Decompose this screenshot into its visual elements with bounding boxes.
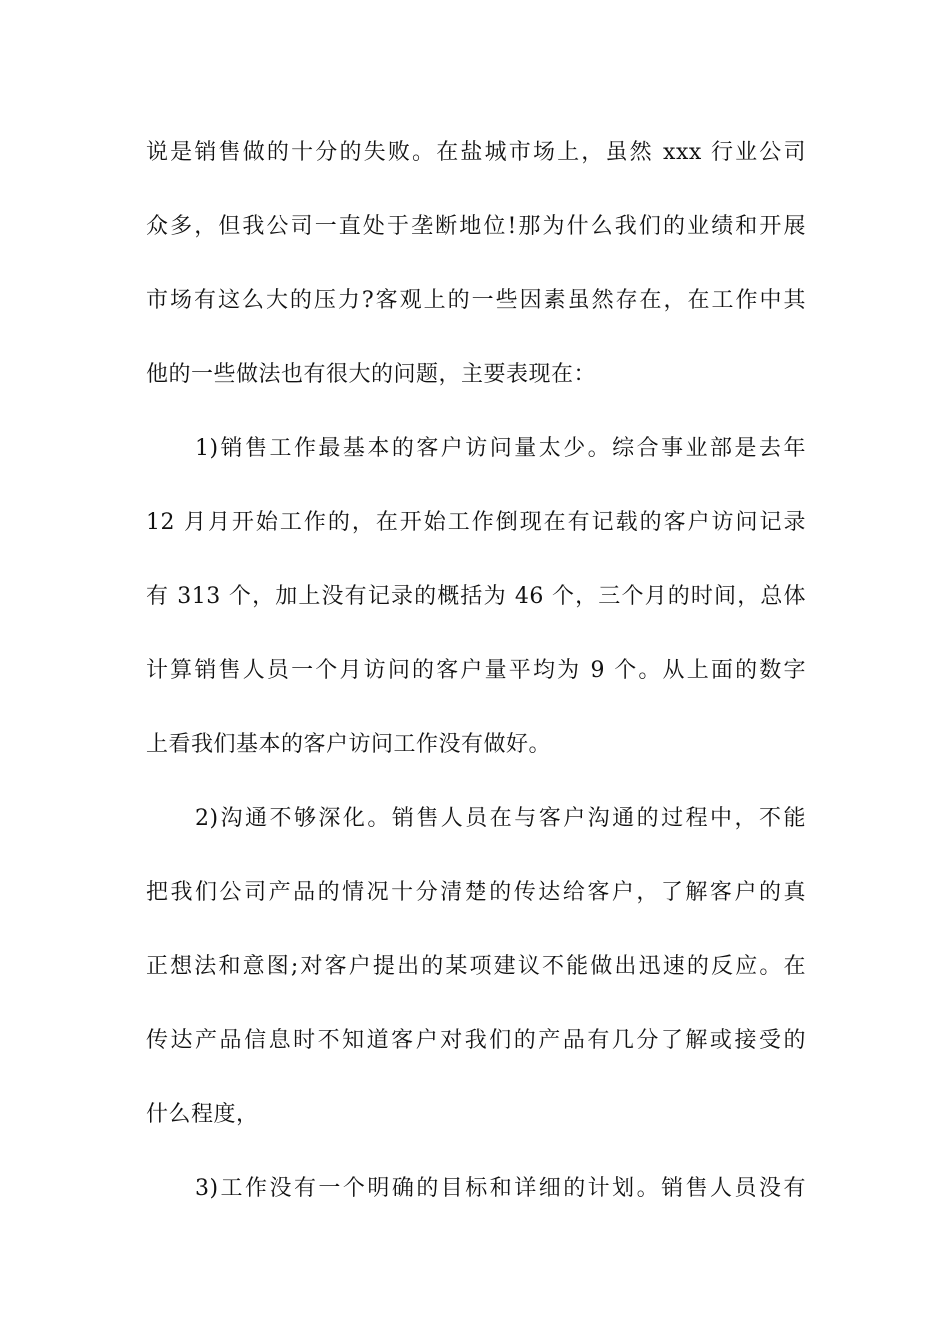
text-line-15: 3)工作没有一个明确的目标和详细的计划。销售人员没有 xyxy=(146,1176,806,1201)
text-line-6: 12 月月开始工作的，在开始工作倒现在有记载的客户访问记录 xyxy=(146,510,806,535)
text-line-10: 2)沟通不够深化。销售人员在与客户沟通的过程中，不能 xyxy=(146,806,806,831)
text-line-14: 什么程度， xyxy=(146,1102,259,1127)
text-line-12: 正想法和意图;对客户提出的某项建议不能做出迅速的反应。在 xyxy=(146,954,806,979)
text-line-2: 众多，但我公司一直处于垄断地位!那为什么我们的业绩和开展 xyxy=(146,214,806,239)
text-line-4: 他的一些做法也有很大的问题，主要表现在： xyxy=(146,362,597,387)
text-line-8: 计算销售人员一个月访问的客户量平均为 9 个。从上面的数字 xyxy=(146,658,806,683)
text-line-13: 传达产品信息时不知道客户对我们的产品有几分了解或接受的 xyxy=(146,1028,806,1053)
text-line-11: 把我们公司产品的情况十分清楚的传达给客户，了解客户的真 xyxy=(146,880,806,905)
text-line-9: 上看我们基本的客户访问工作没有做好。 xyxy=(146,732,552,757)
text-line-3: 市场有这么大的压力?客观上的一些因素虽然存在，在工作中其 xyxy=(146,288,806,313)
text-line-7: 有 313 个，加上没有记录的概括为 46 个，三个月的时间，总体 xyxy=(146,584,806,609)
text-line-1: 说是销售做的十分的失败。在盐城市场上，虽然 xxx 行业公司 xyxy=(146,140,806,165)
text-line-5: 1)销售工作最基本的客户访问量太少。综合事业部是去年 xyxy=(146,436,806,461)
